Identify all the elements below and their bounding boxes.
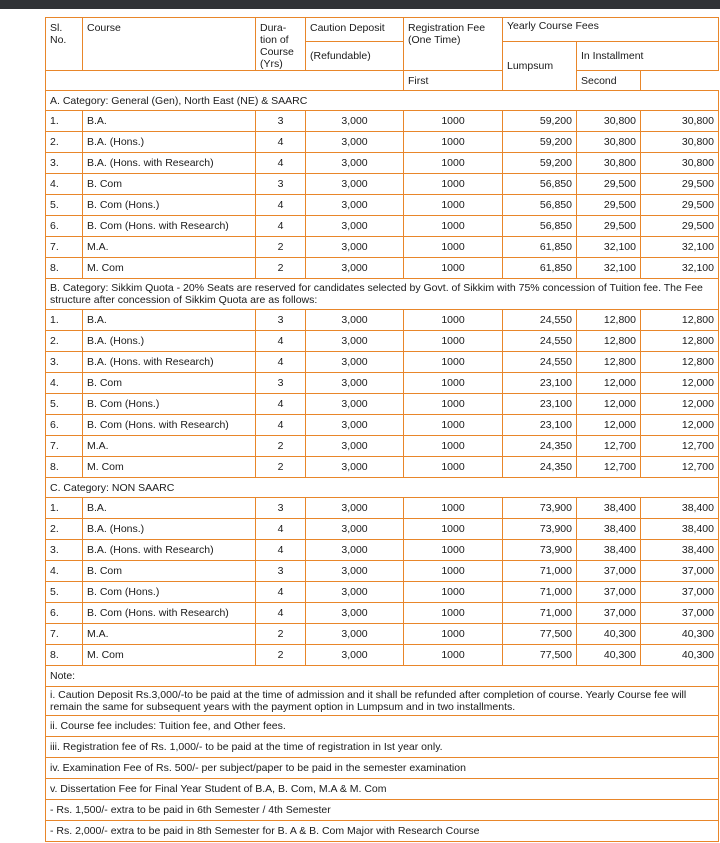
category-row [46,279,719,310]
registration-fee-cell: 1000 [404,624,503,645]
table-row [46,132,719,153]
sl-no-cell: 7. [46,436,83,457]
first-installment-cell: 12,000 [577,415,641,436]
first-installment-cell: 37,000 [577,561,641,582]
second-installment-cell: 30,800 [641,111,719,132]
sl-no-cell: 2. [46,132,83,153]
duration-cell: 4 [256,195,306,216]
first-installment-cell: 40,300 [577,645,641,666]
caution-deposit-cell: 3,000 [306,603,404,624]
registration-fee-cell: 1000 [404,174,503,195]
course-cell: B.A. (Hons. with Research) [83,540,256,561]
category-title: A. Category: General (Gen), North East (NE) & SAARC [46,91,719,111]
course-cell: B. Com (Hons.) [83,195,256,216]
registration-fee-cell: 1000 [404,111,503,132]
sl-no-cell: 6. [46,216,83,237]
duration-cell: 3 [256,498,306,519]
second-installment-cell: 12,000 [641,394,719,415]
second-installment-cell: 37,000 [641,603,719,624]
second-installment-cell: 12,700 [641,436,719,457]
note-row [46,758,719,779]
course-cell: M.A. [83,237,256,258]
caution-deposit-cell: 3,000 [306,352,404,373]
duration-cell: 3 [256,310,306,331]
course-cell: B. Com (Hons.) [83,582,256,603]
registration-fee-cell: 1000 [404,436,503,457]
header-registration-fee: Registration Fee (One Time) [404,18,503,71]
sl-no-cell: 5. [46,394,83,415]
first-installment-cell: 12,700 [577,436,641,457]
lumpsum-cell: 73,900 [503,498,577,519]
first-installment-cell: 12,800 [577,352,641,373]
course-cell: B.A. (Hons.) [83,132,256,153]
second-installment-cell: 12,800 [641,310,719,331]
lumpsum-cell: 61,850 [503,258,577,279]
header-refundable: (Refundable) [306,42,404,71]
caution-deposit-cell: 3,000 [306,624,404,645]
sl-no-cell: 6. [46,603,83,624]
registration-fee-cell: 1000 [404,310,503,331]
note-item: ii. Course fee includes: Tuition fee, and Other fees. [46,716,719,737]
note-row [46,687,719,716]
header-caution-deposit: Caution Deposit [306,18,404,42]
duration-cell: 3 [256,561,306,582]
sl-no-cell: 4. [46,373,83,394]
table-row [46,519,719,540]
table-row [46,373,719,394]
duration-cell: 3 [256,373,306,394]
registration-fee-cell: 1000 [404,394,503,415]
sl-no-cell: 4. [46,561,83,582]
note-row [46,716,719,737]
second-installment-cell: 12,700 [641,457,719,478]
table-body [46,91,719,842]
caution-deposit-cell: 3,000 [306,216,404,237]
caution-deposit-cell: 3,000 [306,195,404,216]
caution-deposit-cell: 3,000 [306,457,404,478]
duration-cell: 4 [256,540,306,561]
caution-deposit-cell: 3,000 [306,310,404,331]
table-row [46,436,719,457]
lumpsum-cell: 59,200 [503,153,577,174]
note-row [46,800,719,821]
second-installment-cell: 32,100 [641,237,719,258]
first-installment-cell: 30,800 [577,111,641,132]
second-installment-cell: 12,000 [641,373,719,394]
fee-structure-table [45,17,719,842]
caution-deposit-cell: 3,000 [306,111,404,132]
first-installment-cell: 37,000 [577,582,641,603]
lumpsum-cell: 24,550 [503,352,577,373]
first-installment-cell: 12,800 [577,310,641,331]
caution-deposit-cell: 3,000 [306,174,404,195]
table-row [46,216,719,237]
lumpsum-cell: 59,200 [503,111,577,132]
lumpsum-cell: 71,000 [503,582,577,603]
course-cell: M.A. [83,436,256,457]
table-row [46,394,719,415]
duration-cell: 2 [256,457,306,478]
lumpsum-cell: 24,550 [503,310,577,331]
first-installment-cell: 38,400 [577,519,641,540]
first-installment-cell: 12,800 [577,331,641,352]
registration-fee-cell: 1000 [404,237,503,258]
sl-no-cell: 5. [46,195,83,216]
duration-cell: 4 [256,519,306,540]
duration-cell: 4 [256,331,306,352]
second-installment-cell: 37,000 [641,561,719,582]
top-bar [0,0,720,9]
table-row [46,540,719,561]
course-cell: B.A. (Hons.) [83,519,256,540]
category-row [46,91,719,111]
header-row-1 [46,18,719,42]
course-cell: B.A. (Hons.) [83,331,256,352]
second-installment-cell: 29,500 [641,195,719,216]
caution-deposit-cell: 3,000 [306,582,404,603]
course-cell: B. Com [83,373,256,394]
duration-cell: 3 [256,111,306,132]
sl-no-cell: 2. [46,331,83,352]
first-installment-cell: 40,300 [577,624,641,645]
sl-no-cell: 1. [46,111,83,132]
course-cell: B.A. [83,498,256,519]
caution-deposit-cell: 3,000 [306,498,404,519]
sl-no-cell: 4. [46,174,83,195]
lumpsum-cell: 77,500 [503,624,577,645]
registration-fee-cell: 1000 [404,519,503,540]
second-installment-cell: 38,400 [641,519,719,540]
course-cell: B.A. [83,111,256,132]
course-cell: B.A. [83,310,256,331]
course-cell: B. Com (Hons. with Research) [83,415,256,436]
second-installment-cell: 12,000 [641,415,719,436]
lumpsum-cell: 56,850 [503,174,577,195]
duration-cell: 4 [256,216,306,237]
caution-deposit-cell: 3,000 [306,519,404,540]
course-cell: B. Com (Hons. with Research) [83,603,256,624]
header-in-installment: In Installment [577,42,719,71]
course-cell: B. Com (Hons. with Research) [83,216,256,237]
sl-no-cell: 8. [46,645,83,666]
registration-fee-cell: 1000 [404,582,503,603]
caution-deposit-cell: 3,000 [306,331,404,352]
second-installment-cell: 30,800 [641,132,719,153]
course-cell: B.A. (Hons. with Research) [83,153,256,174]
registration-fee-cell: 1000 [404,561,503,582]
registration-fee-cell: 1000 [404,195,503,216]
duration-cell: 2 [256,258,306,279]
lumpsum-cell: 56,850 [503,216,577,237]
duration-cell: 2 [256,237,306,258]
caution-deposit-cell: 3,000 [306,540,404,561]
note-item: iv. Examination Fee of Rs. 500/- per subject/paper to be paid in the semester examination [46,758,719,779]
note-item: - Rs. 1,500/- extra to be paid in 6th Semester / 4th Semester [46,800,719,821]
table-row [46,258,719,279]
first-installment-cell: 12,000 [577,394,641,415]
second-installment-cell: 38,400 [641,540,719,561]
first-installment-cell: 29,500 [577,195,641,216]
note-row [46,779,719,800]
first-installment-cell: 37,000 [577,603,641,624]
header-lumpsum: Lumpsum [503,42,577,91]
category-title: C. Category: NON SAARC [46,478,719,498]
course-cell: B. Com [83,174,256,195]
duration-cell: 4 [256,352,306,373]
lumpsum-cell: 61,850 [503,237,577,258]
caution-deposit-cell: 3,000 [306,436,404,457]
lumpsum-cell: 24,350 [503,436,577,457]
table-row [46,237,719,258]
duration-cell: 4 [256,132,306,153]
first-installment-cell: 29,500 [577,216,641,237]
header-yearly-course-fees: Yearly Course Fees [503,18,719,42]
lumpsum-cell: 73,900 [503,519,577,540]
table-row [46,352,719,373]
note-item: i. Caution Deposit Rs.3,000/-to be paid at the time of admission and it shall be refunded after completion of course. Yearly Course fee will remain the same for subsequent years with the payment option in Lumpsum and in two installments. [46,687,719,716]
duration-cell: 3 [256,174,306,195]
duration-cell: 2 [256,624,306,645]
second-installment-cell: 12,800 [641,331,719,352]
table-row [46,603,719,624]
lumpsum-cell: 24,550 [503,331,577,352]
header-spacer [46,71,404,91]
header-row-3 [46,71,719,91]
table-row [46,645,719,666]
course-cell: M. Com [83,457,256,478]
caution-deposit-cell: 3,000 [306,561,404,582]
sl-no-cell: 7. [46,624,83,645]
sl-no-cell: 3. [46,153,83,174]
note-item: iii. Registration fee of Rs. 1,000/- to be paid at the time of registration in Ist year only. [46,737,719,758]
first-installment-cell: 38,400 [577,498,641,519]
note-item: v. Dissertation Fee for Final Year Student of B.A, B. Com, M.A & M. Com [46,779,719,800]
sl-no-cell: 3. [46,352,83,373]
sl-no-cell: 1. [46,498,83,519]
caution-deposit-cell: 3,000 [306,394,404,415]
lumpsum-cell: 77,500 [503,645,577,666]
registration-fee-cell: 1000 [404,540,503,561]
course-cell: M.A. [83,624,256,645]
registration-fee-cell: 1000 [404,352,503,373]
note-heading: Note: [46,666,719,687]
second-installment-cell: 12,800 [641,352,719,373]
second-installment-cell: 40,300 [641,624,719,645]
sl-no-cell: 8. [46,258,83,279]
registration-fee-cell: 1000 [404,457,503,478]
lumpsum-cell: 71,000 [503,603,577,624]
duration-cell: 4 [256,582,306,603]
sl-no-cell: 7. [46,237,83,258]
table-row [46,111,719,132]
caution-deposit-cell: 3,000 [306,373,404,394]
sl-no-cell: 1. [46,310,83,331]
table-row [46,561,719,582]
lumpsum-cell: 56,850 [503,195,577,216]
note-row [46,821,719,842]
caution-deposit-cell: 3,000 [306,258,404,279]
caution-deposit-cell: 3,000 [306,237,404,258]
course-cell: M. Com [83,645,256,666]
registration-fee-cell: 1000 [404,603,503,624]
duration-cell: 4 [256,153,306,174]
table-row [46,174,719,195]
table-row [46,153,719,174]
first-installment-cell: 30,800 [577,132,641,153]
caution-deposit-cell: 3,000 [306,415,404,436]
table-row [46,310,719,331]
duration-cell: 4 [256,603,306,624]
table-row [46,195,719,216]
second-installment-cell: 32,100 [641,258,719,279]
category-row [46,478,719,498]
table-row [46,415,719,436]
first-installment-cell: 30,800 [577,153,641,174]
first-installment-cell: 12,000 [577,373,641,394]
first-installment-cell: 32,100 [577,237,641,258]
sl-no-cell: 3. [46,540,83,561]
lumpsum-cell: 23,100 [503,394,577,415]
second-installment-cell: 30,800 [641,153,719,174]
table-row [46,624,719,645]
table-row [46,582,719,603]
second-installment-cell: 38,400 [641,498,719,519]
table-row [46,498,719,519]
lumpsum-cell: 71,000 [503,561,577,582]
caution-deposit-cell: 3,000 [306,153,404,174]
registration-fee-cell: 1000 [404,258,503,279]
lumpsum-cell: 24,350 [503,457,577,478]
first-installment-cell: 32,100 [577,258,641,279]
registration-fee-cell: 1000 [404,373,503,394]
note-item: - Rs. 2,000/- extra to be paid in 8th Semester for B. A & B. Com Major with Research Course [46,821,719,842]
second-installment-cell: 40,300 [641,645,719,666]
registration-fee-cell: 1000 [404,216,503,237]
second-installment-cell: 37,000 [641,582,719,603]
sl-no-cell: 8. [46,457,83,478]
sl-no-cell: 2. [46,519,83,540]
course-cell: B. Com (Hons.) [83,394,256,415]
registration-fee-cell: 1000 [404,498,503,519]
first-installment-cell: 29,500 [577,174,641,195]
category-title: B. Category: Sikkim Quota - 20% Seats are reserved for candidates selected by Govt. of Sikkim with 75% concession of Tuition fee. The Fee structure after concession of Sikkim Quota are as follows: [46,279,719,310]
course-cell: B. Com [83,561,256,582]
first-installment-cell: 38,400 [577,540,641,561]
header-sl-no: Sl. No. [46,18,83,71]
header-duration: Dura- tion of Course (Yrs) [256,18,306,71]
lumpsum-cell: 23,100 [503,373,577,394]
registration-fee-cell: 1000 [404,645,503,666]
duration-cell: 2 [256,645,306,666]
duration-cell: 2 [256,436,306,457]
note-heading-row [46,666,719,687]
registration-fee-cell: 1000 [404,331,503,352]
header-second: Second [577,71,641,91]
caution-deposit-cell: 3,000 [306,645,404,666]
sl-no-cell: 6. [46,415,83,436]
registration-fee-cell: 1000 [404,153,503,174]
lumpsum-cell: 23,100 [503,415,577,436]
registration-fee-cell: 1000 [404,132,503,153]
first-installment-cell: 12,700 [577,457,641,478]
table-row [46,331,719,352]
course-cell: M. Com [83,258,256,279]
header-first: First [404,71,503,91]
duration-cell: 4 [256,394,306,415]
note-row [46,737,719,758]
table-row [46,457,719,478]
second-installment-cell: 29,500 [641,216,719,237]
lumpsum-cell: 59,200 [503,132,577,153]
second-installment-cell: 29,500 [641,174,719,195]
duration-cell: 4 [256,415,306,436]
sl-no-cell: 5. [46,582,83,603]
lumpsum-cell: 73,900 [503,540,577,561]
course-cell: B.A. (Hons. with Research) [83,352,256,373]
header-course: Course [83,18,256,71]
caution-deposit-cell: 3,000 [306,132,404,153]
registration-fee-cell: 1000 [404,415,503,436]
